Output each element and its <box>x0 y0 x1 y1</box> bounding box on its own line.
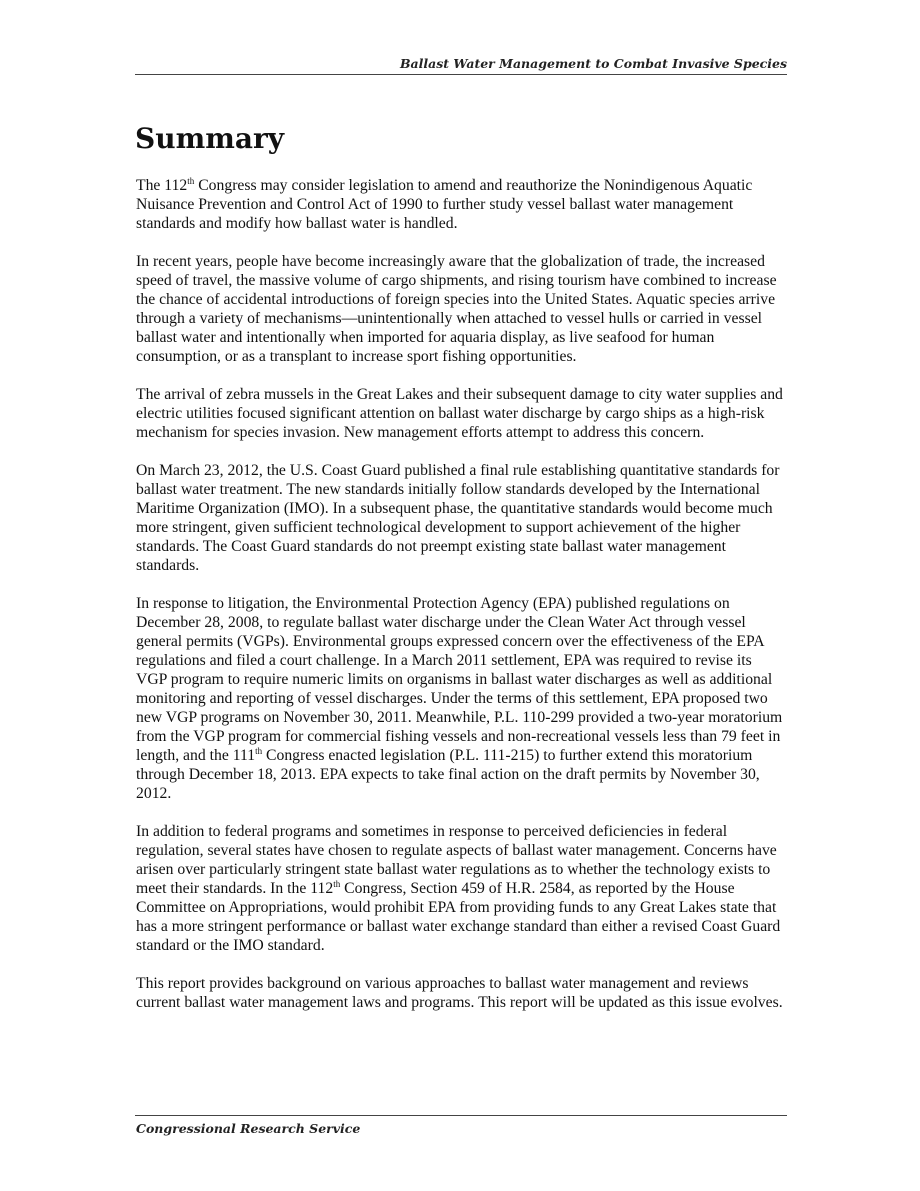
page-title: Summary <box>135 122 284 155</box>
paragraph-7: This report provides background on various approaches to ballast water management and reviews current ballast water management laws and programs. This report will be updated as this issue evolves. <box>136 975 783 1011</box>
paragraph-3: The arrival of zebra mussels in the Great Lakes and their subsequent damage to city water supplies and electric utilities focused significant attention on ballast water discharge by cargo ships as a high-risk mechanism for species invasion. New management efforts attempt to address this concern. <box>136 386 783 441</box>
paragraph-1-text-b: Congress may consider legislation to amend and reauthorize the Nonindigenous Aquatic Nuisance Prevention and Control Act of 1990 to further study vessel ballast water management standards and modify how ballast water is handled. <box>136 177 753 232</box>
running-footer: Congressional Research Service <box>136 1121 361 1136</box>
paragraph-2: In recent years, people have become increasingly aware that the globalization of trade, the increased speed of travel, the massive volume of cargo shipments, and rising tourism have combined to increase the chance of accidental introductions of foreign species into the United States. Aquatic species arrive through a variety of mechanisms—unintentionally when attached to vessel hulls or carried in vessel ballast water and intentionally when imported for aquaria display, as live seafood for human consumption, or as a transplant to increase sport fishing opportunities. <box>136 253 777 365</box>
paragraph-5 <box>136 594 786 803</box>
footer-divider <box>135 1115 787 1116</box>
paragraph-1 <box>136 176 786 233</box>
ordinal-suffix: th <box>187 176 195 186</box>
paragraph-6-text-a: In addition to federal programs and sometimes in response to perceived deficiencies in federal regulation, several states have chosen to regulate aspects of ballast water management. Concerns have arisen over particularly stringent state ballast water regulations as to whether the technology exists to meet their standards. In the 112 <box>136 823 777 897</box>
header-divider <box>135 74 787 75</box>
paragraph-4: On March 23, 2012, the U.S. Coast Guard published a final rule establishing quantitative standards for ballast water treatment. The new standards initially follow standards developed by the International Maritime Organization (IMO). In a subsequent phase, the quantitative standards would become much more stringent, given sufficient technological development to support achievement of the higher standards. The Coast Guard standards do not preempt existing state ballast water management standards. <box>136 462 780 574</box>
paragraph-5-text-b: Congress enacted legislation (P.L. 111-215) to further extend this moratorium through December 18, 2013. EPA expects to take final action on the draft permits by November 30, 2012. <box>136 747 760 802</box>
ordinal-suffix: th <box>333 879 341 889</box>
paragraph-5-text-a: In response to litigation, the Environmental Protection Agency (EPA) published regulations on December 28, 2008, to regulate ballast water discharge under the Clean Water Act through vessel general permits (VGPs). Environmental groups expressed concern over the effectiveness of the EPA regulations and filed a court challenge. In a March 2011 settlement, EPA was required to revise its VGP program to require numeric limits on organisms in ballast water discharges as well as additional monitoring and reporting of vessel discharges. Under the terms of this settlement, EPA proposed two new VGP programs on November 30, 2011. Meanwhile, P.L. 110-299 provided a two-year moratorium from the VGP program for commercial fishing vessels and non-recreational vessels less than 79 feet in length, and the 111 <box>136 595 783 764</box>
ordinal-suffix: th <box>255 746 263 756</box>
summary-body <box>136 176 786 1031</box>
paragraph-6-text-b: Congress, Section 459 of H.R. 2584, as reported by the House Committee on Appropriations, would prohibit EPA from providing funds to any Great Lakes state that has a more stringent performance or ballast water exchange standard than either a revised Coast Guard standard or the IMO standard. <box>136 880 781 954</box>
paragraph-6 <box>136 822 786 955</box>
running-header: Ballast Water Management to Combat Invasive Species <box>399 56 787 71</box>
paragraph-1-text-a: The 112 <box>136 177 188 194</box>
